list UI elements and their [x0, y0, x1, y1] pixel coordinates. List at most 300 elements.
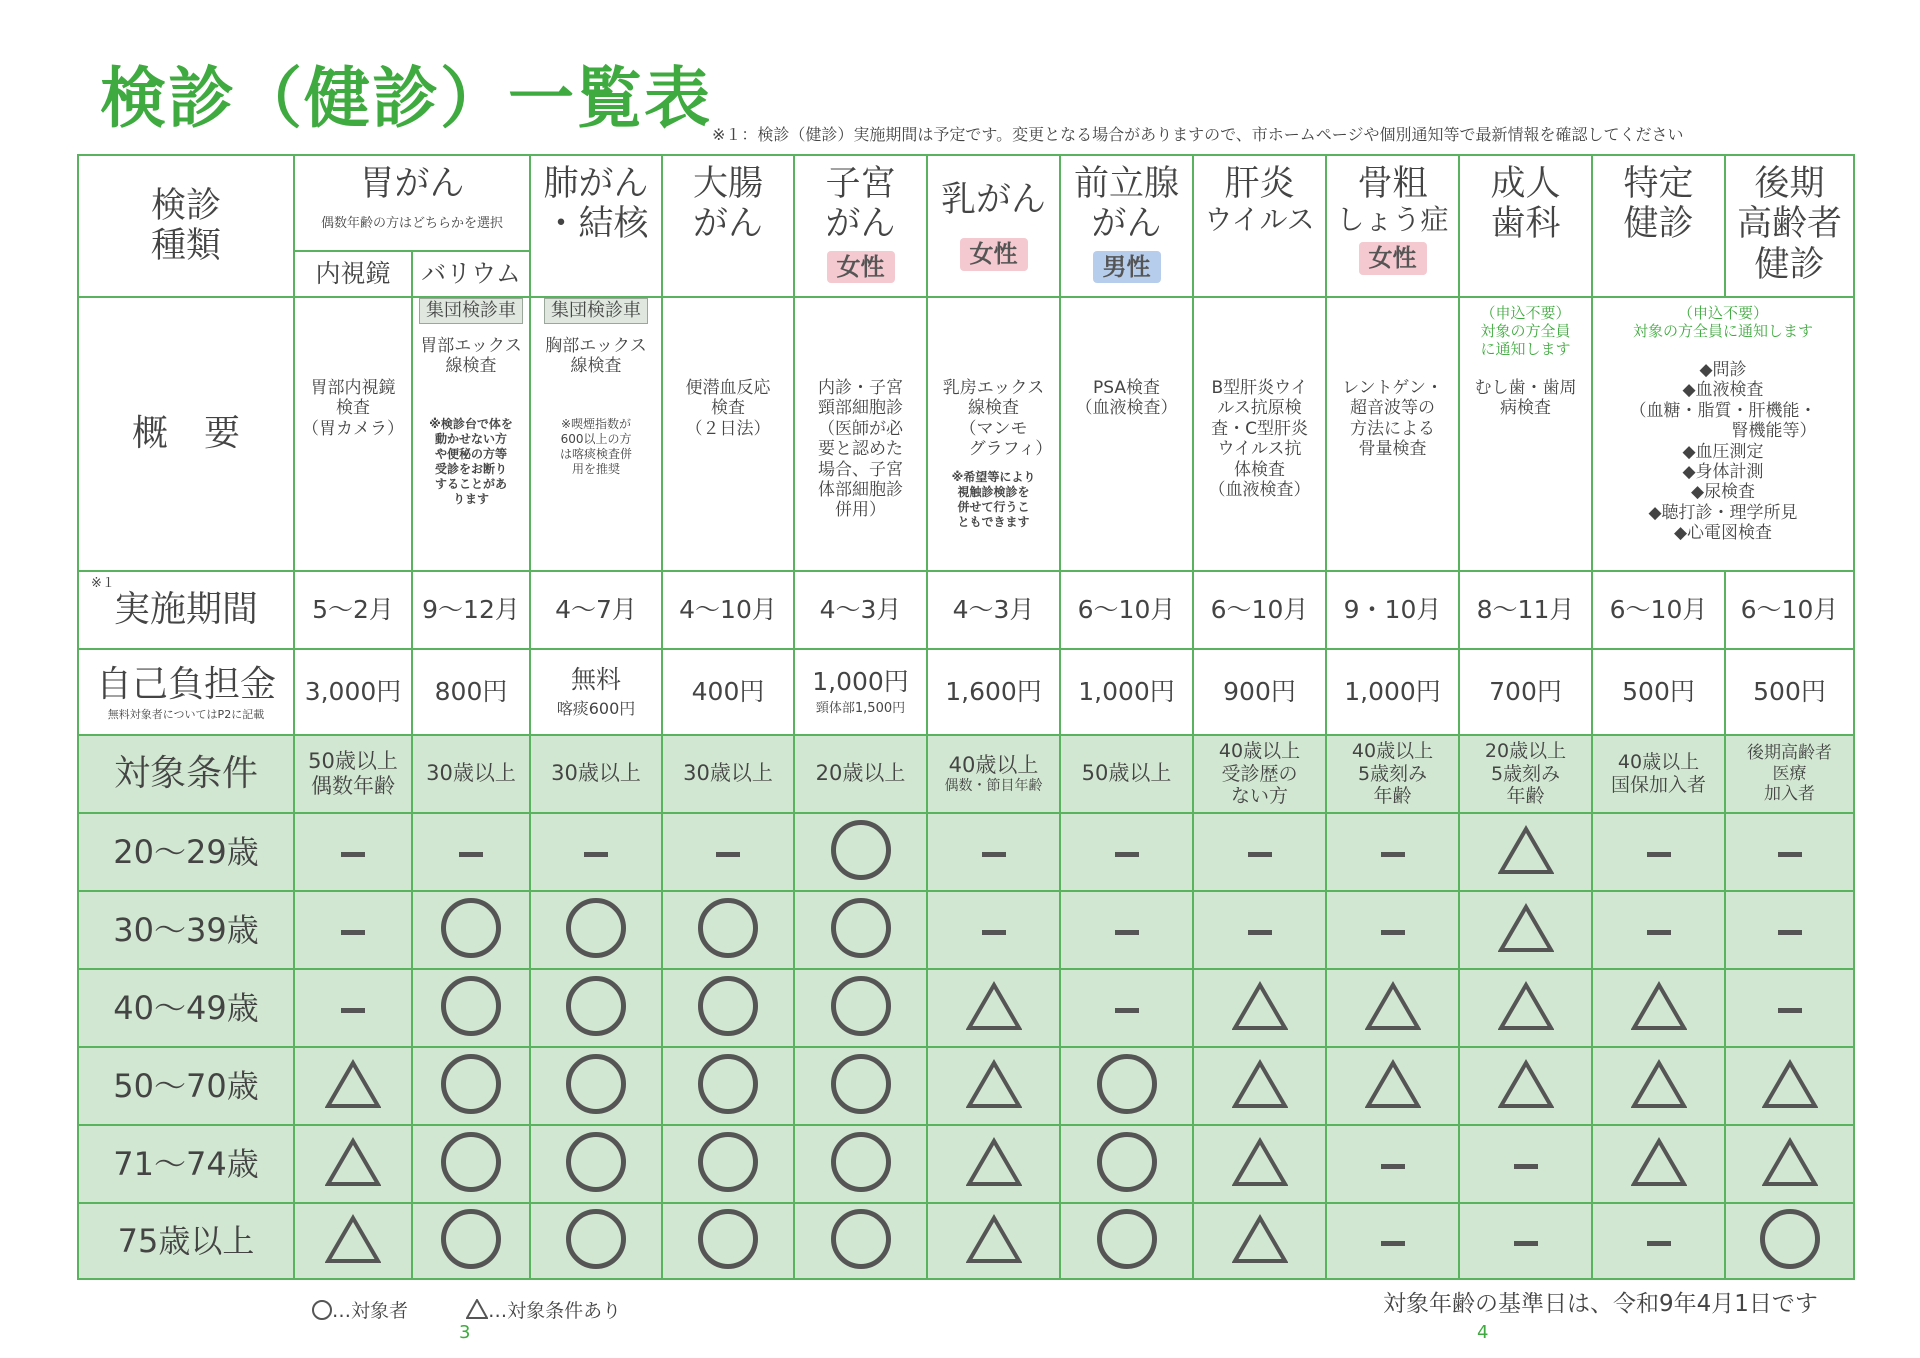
lung-header: [530, 155, 662, 297]
barium-header: バリウム: [412, 251, 530, 297]
overview-uterus: [794, 297, 927, 571]
osteo-header: [1326, 155, 1459, 297]
matrix-row: [78, 969, 1854, 1047]
text-line: 線検査: [570, 356, 622, 377]
legend-circle-text: …対象者: [332, 1300, 409, 1322]
text-line: 内診・子宮: [818, 378, 904, 398]
text-line: 骨量検査: [1358, 439, 1427, 460]
circle-icon: [831, 898, 891, 958]
text-line: 50歳以上: [308, 748, 398, 773]
base-date-note: 対象年齢の基準日は、令和9年4月1日です: [1383, 1291, 1818, 1317]
elderly-header: [1725, 155, 1854, 297]
cost-specific: 500円: [1592, 649, 1725, 735]
text-line: 年齢: [1506, 785, 1545, 808]
circle-icon: [831, 1132, 891, 1192]
overview-lung-text: [537, 336, 655, 377]
age-label: 20～29歳: [78, 813, 294, 891]
dash-icon: [1381, 1164, 1405, 1169]
text-line: ◆問診: [1699, 360, 1747, 380]
matrix-cell: [412, 1125, 530, 1203]
circle-icon: [441, 1132, 501, 1192]
circle-icon: [566, 898, 626, 958]
circle-icon: [441, 1054, 501, 1114]
text-line: することがあ: [435, 476, 508, 491]
text-line: 40歳以上: [1351, 739, 1434, 762]
specific-title-2: 健診: [1623, 204, 1694, 245]
age-label: 30～39歳: [78, 891, 294, 969]
dash-icon: [1514, 1164, 1538, 1169]
matrix-cell: [1326, 969, 1459, 1047]
dash-icon: [1778, 852, 1802, 857]
matrix-cell: [1060, 891, 1193, 969]
breast-header: [927, 155, 1060, 297]
matrix-cell: [662, 1125, 794, 1203]
text-line: ルス抗原検: [1217, 398, 1302, 419]
text-line: グラフィ）: [934, 439, 1053, 460]
triangle-icon: [1498, 903, 1554, 953]
female-badge: 女性: [827, 251, 895, 284]
circle-icon: [1097, 1132, 1157, 1192]
cost-prostate: 1,000円: [1060, 649, 1193, 735]
overview-barium-text: [419, 336, 523, 377]
cost-uterus: 1,000円: [812, 667, 909, 697]
matrix-cell: [412, 1047, 530, 1125]
overview-label: 概 要: [78, 297, 294, 571]
triangle-icon: [1365, 1059, 1421, 1109]
text-line: 動かせない方: [435, 431, 508, 446]
overview-uterus-text: [801, 378, 920, 521]
text-line: ◆血圧測定: [1682, 441, 1764, 462]
group-car-badge: 集団検診車: [544, 298, 648, 324]
text-line: PSA検査: [1093, 378, 1161, 398]
matrix-cell: [662, 969, 794, 1047]
uterus-title-1: 子宮: [825, 164, 896, 204]
text-line: （マンモ: [959, 418, 1028, 439]
text-line: 偶数年齢: [311, 774, 395, 798]
circle-icon: [312, 1300, 332, 1320]
text-line: 頸部細胞診: [818, 398, 904, 419]
matrix-cell: [794, 1047, 927, 1125]
matrix-cell: [794, 813, 927, 891]
overview-barium: [412, 297, 530, 571]
overview-endoscope-text: [301, 378, 405, 439]
cost-uterus-sub: 頸体部1,500円: [815, 701, 906, 717]
female-badge: 女性: [960, 238, 1028, 271]
circle-icon: [831, 1054, 891, 1114]
text-line: 腎機能等）: [1629, 421, 1817, 442]
text-line: 40歳以上: [1218, 739, 1301, 762]
matrix-cell: [794, 891, 927, 969]
circle-icon: [698, 976, 758, 1036]
lung-title-2: ・結核: [543, 204, 649, 245]
cost-label: 自己負担金: [95, 663, 276, 705]
hepatitis-title-1: 肝炎: [1224, 164, 1295, 204]
text-line: 併せて行うこ: [957, 499, 1030, 514]
text-line: 便潜血反応: [685, 378, 771, 398]
matrix-cell: [530, 1203, 662, 1279]
matrix-cell: [530, 891, 662, 969]
overview-breast-text: [934, 378, 1053, 460]
overview-prostate-text: [1067, 378, 1186, 419]
cost-lung: 無料: [571, 665, 622, 695]
triangle-icon: [1631, 1137, 1687, 1187]
text-line: B型肝炎ウイ: [1211, 378, 1308, 398]
overview-osteo-text: [1333, 378, 1452, 460]
matrix-cell: [1459, 1047, 1592, 1125]
text-line: 国保加入者: [1611, 774, 1707, 796]
type-header-line2: 種類: [150, 226, 221, 266]
dash-icon: [1115, 1008, 1139, 1013]
hepatitis-header: [1193, 155, 1326, 297]
conditions-row: [78, 735, 1854, 813]
matrix-cell: [530, 969, 662, 1047]
text-line: 要と認めた: [818, 439, 904, 460]
matrix-cell: [1459, 1203, 1592, 1279]
matrix-cell: [662, 1047, 794, 1125]
dash-icon: [459, 852, 483, 857]
dash-icon: [1778, 930, 1802, 935]
elderly-title-1: 後期: [1754, 164, 1825, 204]
overview-prostate: [1060, 297, 1193, 571]
matrix-cell: [1592, 1047, 1725, 1125]
text-line: （２日法）: [685, 418, 771, 439]
text-line: 対象の方全員: [1480, 322, 1571, 340]
female-badge: 女性: [1359, 242, 1427, 275]
matrix-cell: [294, 969, 412, 1047]
matrix-cell: [1459, 1125, 1592, 1203]
circle-icon: [1097, 1209, 1157, 1269]
matrix-cell: [1060, 813, 1193, 891]
uterus-header: [794, 155, 927, 297]
matrix-cell: [927, 813, 1060, 891]
dash-icon: [1647, 930, 1671, 935]
dash-icon: [716, 852, 740, 857]
circle-icon: [1097, 1054, 1157, 1114]
matrix-cell: [294, 1203, 412, 1279]
text-line: 加入者: [1764, 784, 1816, 805]
period-value: 5～2月: [294, 571, 412, 649]
dash-icon: [1381, 930, 1405, 935]
cond-prostate: 50歳以上: [1060, 735, 1193, 813]
matrix-cell: [1592, 1125, 1725, 1203]
text-line: （医師が必: [818, 418, 904, 439]
circle-icon: [441, 898, 501, 958]
overview-endoscope: [294, 297, 412, 571]
text-line: 場合、子宮: [818, 459, 904, 480]
dash-icon: [1778, 1008, 1802, 1013]
period-label: 実施期間: [113, 589, 258, 631]
period-value: 8～11月: [1459, 571, 1592, 649]
matrix-row: [78, 813, 1854, 891]
matrix-cell: [412, 969, 530, 1047]
matrix-cell: [294, 813, 412, 891]
text-line: （血液検査）: [1208, 479, 1311, 500]
screening-table: [77, 154, 1855, 1280]
period-footnote: ※１: [91, 576, 115, 591]
dash-icon: [341, 1008, 365, 1013]
text-line: ない方: [1231, 785, 1289, 808]
matrix-cell: [927, 1125, 1060, 1203]
cond-breast-sub: 偶数・節目年齢: [944, 778, 1043, 795]
period-value: 4～7月: [530, 571, 662, 649]
period-value: 4～3月: [794, 571, 927, 649]
cond-elderly: [1725, 735, 1854, 813]
matrix-cell: [1592, 1203, 1725, 1279]
text-line: 胸部エックス: [545, 336, 647, 356]
osteo-title-2: しょう症: [1336, 203, 1449, 237]
matrix-cell: [1193, 1125, 1326, 1203]
cond-colon: 30歳以上: [662, 735, 794, 813]
matrix-cell: [1725, 969, 1854, 1047]
endoscope-header: 内視鏡: [294, 251, 412, 297]
text-line: ともできます: [957, 514, 1030, 529]
period-value: 6～10月: [1725, 571, 1854, 649]
cost-lung-cell: [530, 649, 662, 735]
circle-icon: [698, 1132, 758, 1192]
breast-title: 乳がん: [941, 180, 1047, 220]
cost-hepatitis: 900円: [1193, 649, 1326, 735]
cost-row: [78, 649, 1854, 735]
cond-breast: 40歳以上: [948, 753, 1039, 777]
matrix-row: [78, 1125, 1854, 1203]
matrix-cell: [927, 1203, 1060, 1279]
matrix-cell: [530, 813, 662, 891]
dash-icon: [1647, 852, 1671, 857]
cond-dental: [1459, 735, 1592, 813]
eligibility-matrix: [78, 813, 1854, 1279]
circle-icon: [441, 1209, 501, 1269]
matrix-cell: [412, 891, 530, 969]
age-label: 50～70歳: [78, 1047, 294, 1125]
text-line: ※喫煙指数が: [560, 416, 632, 431]
triangle-icon: [1498, 825, 1554, 875]
text-line: 胃部エックス: [420, 336, 522, 356]
dash-icon: [584, 852, 608, 857]
cond-lung: 30歳以上: [530, 735, 662, 813]
text-line: 年齢: [1373, 785, 1412, 808]
triangle-icon: [1762, 1137, 1818, 1187]
cond-hepatitis: [1193, 735, 1326, 813]
triangle-icon: [1631, 1059, 1687, 1109]
period-value: 6～10月: [1193, 571, 1326, 649]
text-line: 対象の方全員に通知します: [1633, 322, 1814, 340]
overview-dental-text: [1466, 378, 1585, 419]
dash-icon: [1115, 930, 1139, 935]
hepatitis-title-2: ウイルス: [1204, 203, 1315, 237]
text-line: （申込不要）: [1480, 304, 1571, 322]
text-line: （胃カメラ）: [302, 418, 404, 439]
elderly-title-3: 健診: [1754, 244, 1825, 285]
uterus-title-2: がん: [825, 204, 896, 245]
overview-lung-note: [537, 417, 655, 477]
prostate-title-2: がん: [1091, 204, 1162, 245]
period-row: [78, 571, 1854, 649]
legend-triangle-text: …対象条件あり: [488, 1300, 622, 1322]
triangle-icon: [1232, 1214, 1288, 1264]
text-line: 用を推奨: [572, 461, 621, 476]
overview-dental: [1459, 297, 1592, 571]
text-line: ウイルス抗: [1217, 439, 1302, 460]
matrix-cell: [1326, 813, 1459, 891]
matrix-cell: [927, 969, 1060, 1047]
matrix-cell: [1725, 813, 1854, 891]
text-line: （血糖・脂質・肝機能・: [1629, 400, 1817, 421]
text-line: 視触診検診を: [957, 484, 1030, 499]
colon-header: [662, 155, 794, 297]
text-line: 体検査: [1234, 459, 1286, 480]
matrix-cell: [294, 891, 412, 969]
text-line: ◆尿検査: [1690, 482, 1756, 503]
text-line: 併用）: [835, 500, 887, 521]
matrix-cell: [1592, 813, 1725, 891]
triangle-icon: [325, 1059, 381, 1109]
matrix-cell: [662, 1203, 794, 1279]
circle-icon: [566, 1132, 626, 1192]
dash-icon: [1381, 852, 1405, 857]
dash-icon: [1647, 1241, 1671, 1246]
prostate-header: [1060, 155, 1193, 297]
circle-icon: [566, 1209, 626, 1269]
text-line: 40歳以上: [1617, 751, 1700, 774]
circle-icon: [831, 1209, 891, 1269]
dash-icon: [1115, 852, 1139, 857]
cost-osteo: 1,000円: [1326, 649, 1459, 735]
period-value: 4～3月: [927, 571, 1060, 649]
matrix-cell: [530, 1047, 662, 1125]
matrix-cell: [1193, 969, 1326, 1047]
cost-label-note: 無料対象者についてはP2に記載: [107, 708, 265, 721]
matrix-row: [78, 1203, 1854, 1279]
cost-colon: 400円: [662, 649, 794, 735]
matrix-cell: [1193, 1203, 1326, 1279]
age-label: 40～49歳: [78, 969, 294, 1047]
text-line: ◆血液検査: [1682, 380, 1764, 401]
age-label: 75歳以上: [78, 1203, 294, 1279]
colon-title-1: 大腸: [693, 164, 764, 204]
matrix-row: [78, 891, 1854, 969]
text-line: 乳房エックス: [942, 378, 1045, 398]
matrix-cell: [662, 813, 794, 891]
overview-specific-text: [1599, 360, 1847, 544]
text-line: に通知します: [1480, 340, 1571, 358]
triangle-icon: [1365, 981, 1421, 1031]
triangle-icon: [1498, 1059, 1554, 1109]
dash-icon: [341, 930, 365, 935]
page-number-right: 4: [1477, 1322, 1489, 1343]
dash-icon: [1248, 930, 1272, 935]
cost-breast: 1,600円: [927, 649, 1060, 735]
matrix-cell: [1725, 1125, 1854, 1203]
triangle-icon: [966, 1214, 1022, 1264]
cost-dental: 700円: [1459, 649, 1592, 735]
triangle-icon: [966, 1059, 1022, 1109]
text-line: や便秘の方等: [435, 446, 508, 461]
period-value: 6～10月: [1060, 571, 1193, 649]
matrix-cell: [1592, 891, 1725, 969]
matrix-cell: [1725, 1047, 1854, 1125]
text-line: 20歳以上: [1484, 739, 1567, 762]
elderly-title-2: 高齢者: [1737, 204, 1843, 245]
matrix-cell: [1060, 1203, 1193, 1279]
text-line: 5歳刻み: [1357, 762, 1428, 785]
period-value: 9・10月: [1326, 571, 1459, 649]
text-line: むし歯・歯周: [1474, 378, 1577, 398]
legend: [312, 1296, 621, 1323]
text-line: 病検査: [1500, 398, 1552, 419]
text-line: は喀痰検査併: [560, 446, 633, 461]
stomach-note: 偶数年齢の方はどちらかを選択: [321, 216, 504, 232]
text-line: 体部細胞診: [818, 479, 904, 500]
circle-icon: [566, 976, 626, 1036]
matrix-cell: [412, 1203, 530, 1279]
matrix-cell: [1459, 813, 1592, 891]
overview-hepatitis-text: [1200, 378, 1319, 500]
overview-breast: [927, 297, 1060, 571]
matrix-cell: [1060, 1047, 1193, 1125]
conditions-label: 対象条件: [78, 735, 294, 813]
overview-colon: [662, 297, 794, 571]
circle-icon: [698, 1054, 758, 1114]
text-line: 胃部内視鏡: [310, 378, 396, 398]
period-value: 4～10月: [662, 571, 794, 649]
cond-osteo: [1326, 735, 1459, 813]
dash-icon: [1248, 852, 1272, 857]
circle-icon: [566, 1054, 626, 1114]
overview-colon-text: [669, 378, 787, 439]
text-line: ※希望等により: [951, 469, 1036, 484]
specific-header: [1592, 155, 1725, 297]
text-line: 600以上の方: [560, 431, 632, 446]
text-line: ◆聴打診・理学所見: [1648, 502, 1798, 523]
dash-icon: [1514, 1241, 1538, 1246]
triangle-icon: [966, 1137, 1022, 1187]
stomach-title: 胃がん: [359, 164, 465, 204]
triangle-icon: [466, 1299, 488, 1319]
cost-label-cell: [78, 649, 294, 735]
text-line: 線検査: [968, 398, 1020, 419]
matrix-cell: [794, 1125, 927, 1203]
text-line: （申込不要）: [1678, 304, 1769, 322]
prostate-title-1: 前立腺: [1074, 164, 1180, 204]
text-line: 5歳刻み: [1490, 762, 1561, 785]
circle-icon: [1760, 1209, 1820, 1269]
matrix-cell: [530, 1125, 662, 1203]
text-line: ります: [453, 491, 490, 506]
period-value: 9～12月: [412, 571, 530, 649]
matrix-cell: [1193, 891, 1326, 969]
specific-title-1: 特定: [1623, 164, 1694, 204]
dental-apply-note: [1466, 304, 1585, 358]
triangle-icon: [966, 981, 1022, 1031]
matrix-cell: [794, 969, 927, 1047]
period-label-cell: [78, 571, 294, 649]
cond-specific: [1592, 735, 1725, 813]
matrix-cell: [1060, 1125, 1193, 1203]
specific-apply-note: [1599, 304, 1847, 340]
overview-specific: [1592, 297, 1854, 571]
circle-icon: [441, 976, 501, 1036]
page-title: 検診（健診）一覧表: [100, 60, 712, 137]
male-badge: 男性: [1093, 251, 1161, 284]
cost-elderly: 500円: [1725, 649, 1854, 735]
dental-title-1: 成人: [1490, 164, 1561, 204]
matrix-cell: [1459, 891, 1592, 969]
overview-osteo: [1326, 297, 1459, 571]
matrix-cell: [927, 1047, 1060, 1125]
text-line: レントゲン・: [1342, 378, 1443, 398]
cost-barium: 800円: [412, 649, 530, 735]
stomach-header: [294, 155, 530, 251]
